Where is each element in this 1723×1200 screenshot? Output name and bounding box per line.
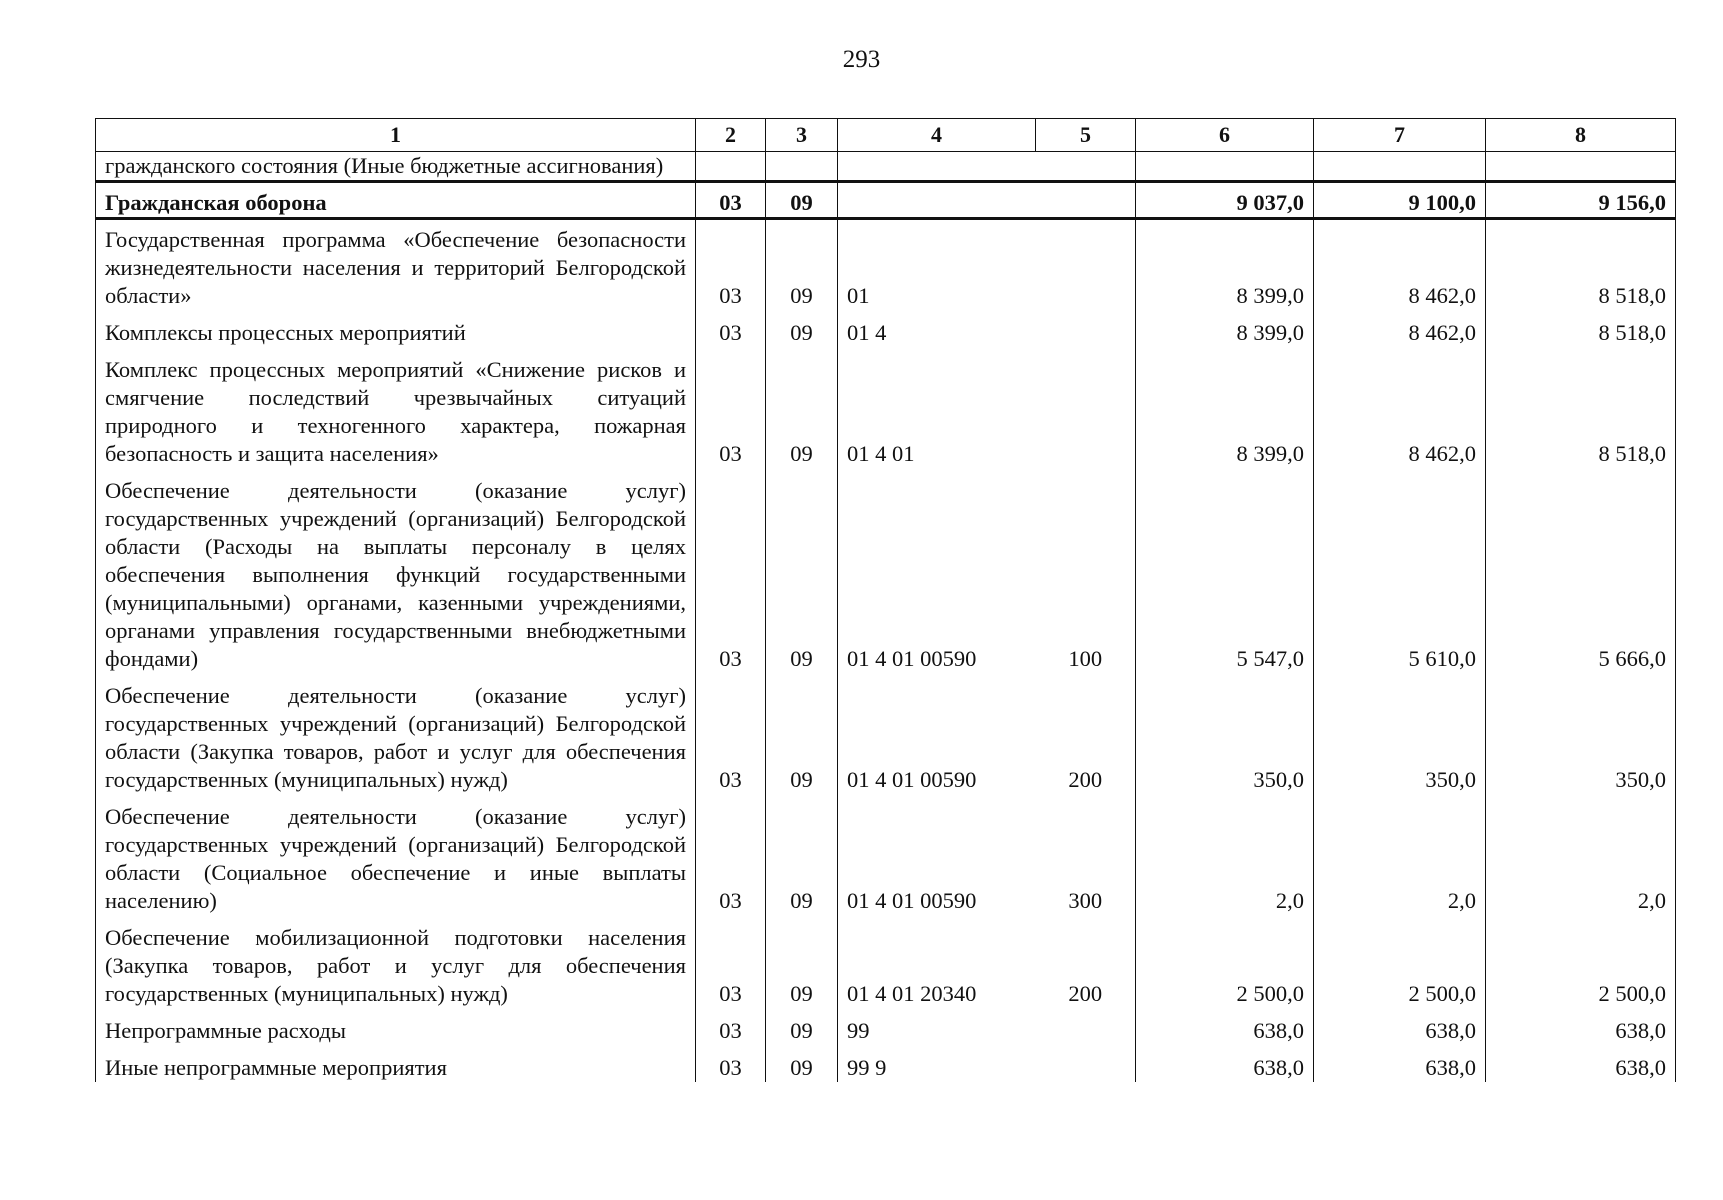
cell-amount-7: 350,0: [1314, 676, 1486, 797]
table-row: [96, 918, 1676, 1011]
page-number: 293: [842, 46, 881, 73]
row-name: Обеспечение деятельности (оказание услуг) государственных учреждений (организаций) Белгородской области (Социальное обеспечение и иные выплаты населению): [96, 797, 696, 918]
cell-section: 03: [696, 1011, 766, 1048]
column-header: 2: [696, 119, 766, 152]
table-row: [96, 471, 1676, 676]
cell-target-article: [838, 182, 1036, 219]
cell-amount-6: 2 500,0: [1136, 918, 1314, 1011]
cell-amount-6: 5 547,0: [1136, 471, 1314, 676]
cell-subsection: 09: [766, 219, 838, 314]
column-header: 3: [766, 119, 838, 152]
cell-section: 03: [696, 182, 766, 219]
cell-amount-8: 8 518,0: [1486, 350, 1676, 471]
cell-subsection: 09: [766, 918, 838, 1011]
cell-amount-7: 5 610,0: [1314, 471, 1486, 676]
cell-expense-type: 100: [1036, 471, 1136, 676]
cell-target-article: 01 4 01 00590: [838, 676, 1036, 797]
table-row: [96, 676, 1676, 797]
cell-amount-8: 638,0: [1486, 1011, 1676, 1048]
cell-amount-8: 8 518,0: [1486, 313, 1676, 350]
row-name: Комплекс процессных мероприятий «Снижение рисков и смягчение последствий чрезвычайных ситуаций природного и техногенного характера, пожарная безопасность и защита населения»: [96, 350, 696, 471]
cell-amount-8: 2,0: [1486, 797, 1676, 918]
cell-section: 03: [696, 797, 766, 918]
cell-subsection: 09: [766, 313, 838, 350]
row-name: Обеспечение деятельности (оказание услуг) государственных учреждений (организаций) Белгородской области (Закупка товаров, работ и услуг для обеспечения государственных (муниципальных) нужд): [96, 676, 696, 797]
cell-target-article: 99 9: [838, 1048, 1036, 1082]
cell-expense-type: [1036, 219, 1136, 314]
cell-amount-7: 638,0: [1314, 1048, 1486, 1082]
cell-amount-8: 350,0: [1486, 676, 1676, 797]
cell-subsection: 09: [766, 350, 838, 471]
column-header: 7: [1314, 119, 1486, 152]
cell-target-article: 99: [838, 1011, 1036, 1048]
cell-amount-7: 638,0: [1314, 1011, 1486, 1048]
cell-amount-7: 2 500,0: [1314, 918, 1486, 1011]
cell-subsection: 09: [766, 676, 838, 797]
cell-amount-7: 2,0: [1314, 797, 1486, 918]
cell-expense-type: [1036, 1048, 1136, 1082]
cell-amount-8: 5 666,0: [1486, 471, 1676, 676]
cell-expense-type: [1036, 182, 1136, 219]
cell-expense-type: 200: [1036, 676, 1136, 797]
cell-subsection: 09: [766, 471, 838, 676]
cell-amount-8: 8 518,0: [1486, 219, 1676, 314]
cell-expense-type: 200: [1036, 918, 1136, 1011]
cell-amount-7: 8 462,0: [1314, 350, 1486, 471]
cell-target-article: [838, 152, 1036, 182]
cell-amount-7: 9 100,0: [1314, 182, 1486, 219]
row-name: Комплексы процессных мероприятий: [96, 313, 696, 350]
cell-target-article: 01 4 01 20340: [838, 918, 1036, 1011]
cell-amount-6: 8 399,0: [1136, 219, 1314, 314]
cell-section: [696, 152, 766, 182]
cell-section: 03: [696, 918, 766, 1011]
table-row: [96, 797, 1676, 918]
cell-subsection: 09: [766, 182, 838, 219]
cell-section: 03: [696, 219, 766, 314]
table-row: [96, 313, 1676, 350]
cell-section: 03: [696, 471, 766, 676]
table-header-row: [96, 119, 1676, 152]
cell-subsection: 09: [766, 797, 838, 918]
cell-expense-type: [1036, 350, 1136, 471]
cell-amount-8: 638,0: [1486, 1048, 1676, 1082]
row-name: гражданского состояния (Иные бюджетные ассигнования): [96, 152, 696, 182]
cell-subsection: 09: [766, 1011, 838, 1048]
cell-amount-7: 8 462,0: [1314, 313, 1486, 350]
cell-amount-6: 638,0: [1136, 1011, 1314, 1048]
cell-amount-7: 8 462,0: [1314, 219, 1486, 314]
cell-target-article: 01: [838, 219, 1036, 314]
cell-expense-type: 300: [1036, 797, 1136, 918]
cell-amount-6: [1136, 152, 1314, 182]
table-row: [96, 152, 1676, 182]
column-header: 8: [1486, 119, 1676, 152]
budget-table: [95, 118, 1676, 1082]
cell-amount-8: [1486, 152, 1676, 182]
cell-amount-8: 9 156,0: [1486, 182, 1676, 219]
cell-amount-7: [1314, 152, 1486, 182]
cell-target-article: 01 4 01 00590: [838, 471, 1036, 676]
table-row: [96, 350, 1676, 471]
row-name: Иные непрограммные мероприятия: [96, 1048, 696, 1082]
cell-target-article: 01 4 01 00590: [838, 797, 1036, 918]
cell-expense-type: [1036, 152, 1136, 182]
cell-amount-6: 350,0: [1136, 676, 1314, 797]
cell-amount-6: 8 399,0: [1136, 313, 1314, 350]
cell-amount-8: 2 500,0: [1486, 918, 1676, 1011]
table-row-section-total: [96, 182, 1676, 219]
cell-section: 03: [696, 313, 766, 350]
cell-amount-6: 638,0: [1136, 1048, 1314, 1082]
column-header: 4: [838, 119, 1036, 152]
table-row: [96, 219, 1676, 314]
row-name: Государственная программа «Обеспечение безопасности жизнедеятельности населения и территорий Белгородской области»: [96, 219, 696, 314]
row-name: Обеспечение мобилизационной подготовки населения (Закупка товаров, работ и услуг для обеспечения государственных (муниципальных) нужд): [96, 918, 696, 1011]
row-name: Обеспечение деятельности (оказание услуг) государственных учреждений (организаций) Белгородской области (Расходы на выплаты персоналу в целях обеспечения выполнения функций государственными (муниципальными) органами, казенными учреждениями, органами управления государственными внебюджетными фондами): [96, 471, 696, 676]
cell-target-article: 01 4 01: [838, 350, 1036, 471]
cell-amount-6: 8 399,0: [1136, 350, 1314, 471]
cell-amount-6: 9 037,0: [1136, 182, 1314, 219]
cell-amount-6: 2,0: [1136, 797, 1314, 918]
cell-subsection: [766, 152, 838, 182]
cell-subsection: 09: [766, 1048, 838, 1082]
column-header: 1: [96, 119, 696, 152]
cell-section: 03: [696, 676, 766, 797]
row-name: Гражданская оборона: [96, 182, 696, 219]
cell-section: 03: [696, 350, 766, 471]
column-header: 5: [1036, 119, 1136, 152]
row-name: Непрограммные расходы: [96, 1011, 696, 1048]
cell-target-article: 01 4: [838, 313, 1036, 350]
table-row: [96, 1048, 1676, 1082]
table-row: [96, 1011, 1676, 1048]
cell-expense-type: [1036, 313, 1136, 350]
column-header: 6: [1136, 119, 1314, 152]
cell-section: 03: [696, 1048, 766, 1082]
cell-expense-type: [1036, 1011, 1136, 1048]
